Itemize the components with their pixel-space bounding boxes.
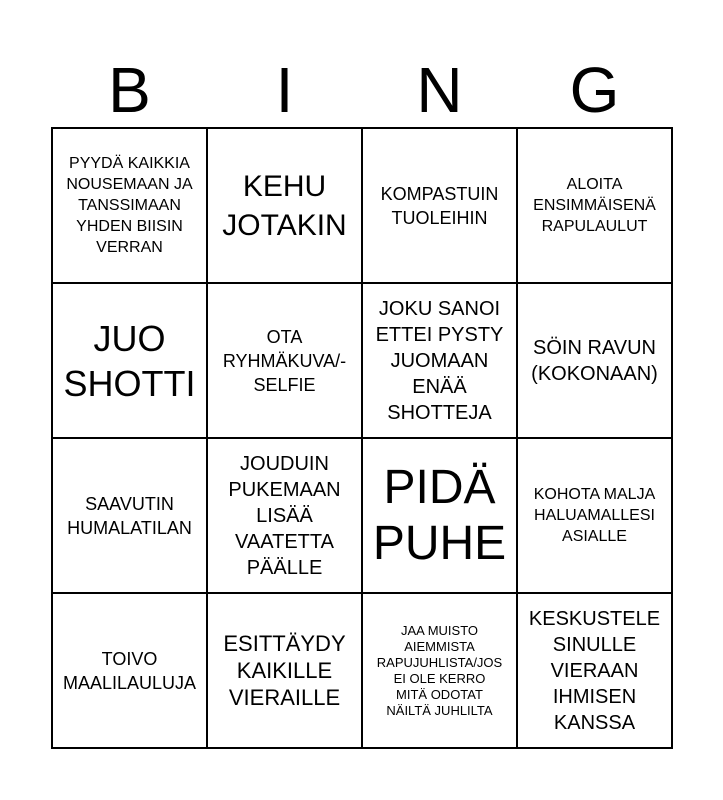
bingo-cell-text: ESITTÄYDY KAIKILLE VIERAILLE xyxy=(223,631,346,710)
bingo-cell-text: PYYDÄ KAIKKIA NOUSEMAAN JA TANSSIMAAN YHDEN BIISIN VERRAN xyxy=(66,155,193,256)
bingo-cell-text: SÖIN RAVUN (KOKONAAN) xyxy=(531,336,658,385)
title-letter-g: G xyxy=(569,54,620,126)
bingo-cell-r1c2[interactable] xyxy=(208,129,363,284)
bingo-cell-text: KESKUSTELE SINULLE VIERAAN IHMISEN KANSSA xyxy=(528,607,661,734)
bingo-cell-r1c3[interactable] xyxy=(363,129,518,284)
bingo-cell-r2c2[interactable] xyxy=(208,284,363,439)
bingo-cell-text: KOHOTA MALJA HALUAMALLESI ASIALLE xyxy=(533,486,656,545)
bingo-cell-text: PIDÄ PUHE xyxy=(372,460,507,570)
bingo-cell-r3c1[interactable] xyxy=(53,439,208,594)
bingo-cell-r4c1[interactable] xyxy=(53,594,208,749)
bingo-cell-r2c3[interactable] xyxy=(363,284,518,439)
bingo-cell-r2c4[interactable] xyxy=(518,284,673,439)
bingo-cell-r4c3[interactable] xyxy=(363,594,518,749)
bingo-grid xyxy=(51,127,673,749)
bingo-cell-text: TOIVO MAALILAULUJA xyxy=(62,648,197,693)
bingo-cell-r4c2[interactable] xyxy=(208,594,363,749)
bingo-cell-r3c2[interactable] xyxy=(208,439,363,594)
bingo-cell-text: JUO SHOTTI xyxy=(63,317,196,404)
bingo-cell-text: SAAVUTIN HUMALATILAN xyxy=(67,493,192,538)
title-letter-i: I xyxy=(275,54,294,126)
bingo-cell-r3c4[interactable] xyxy=(518,439,673,594)
title-letter-n: N xyxy=(416,54,463,126)
title-letter-b: B xyxy=(108,54,151,126)
bingo-cell-text: KEHU JOTAKIN xyxy=(222,169,347,242)
bingo-cell-text: OTA RYHMÄKUVA/- SELFIE xyxy=(222,326,347,395)
bingo-cell-text: JOUDUIN PUKEMAAN LISÄÄ VAATETTA PÄÄLLE xyxy=(228,452,341,579)
bingo-cell-r1c1[interactable] xyxy=(53,129,208,284)
bingo-cell-r4c4[interactable] xyxy=(518,594,673,749)
bingo-cell-r1c4[interactable] xyxy=(518,129,673,284)
bingo-cell-text: ALOITA ENSIMMÄISENÄ RAPULAULUT xyxy=(533,176,656,235)
bingo-cell-text: KOMPASTUIN TUOLEIHIN xyxy=(380,183,499,228)
bingo-cell-r3c3[interactable] xyxy=(363,439,518,594)
bingo-cell-text: JAA MUISTO AIEMMISTA RAPUJUHLISTA/JOS EI OLE KERRO MITÄ ODOTAT NÄILTÄ JUHLILTA xyxy=(376,622,503,718)
bingo-cell-r2c1[interactable] xyxy=(53,284,208,439)
bingo-cell-text: JOKU SANOI ETTEI PYSTY JUOMAAN ENÄÄ SHOTTEJA xyxy=(375,297,504,424)
bingo-title xyxy=(52,52,672,128)
